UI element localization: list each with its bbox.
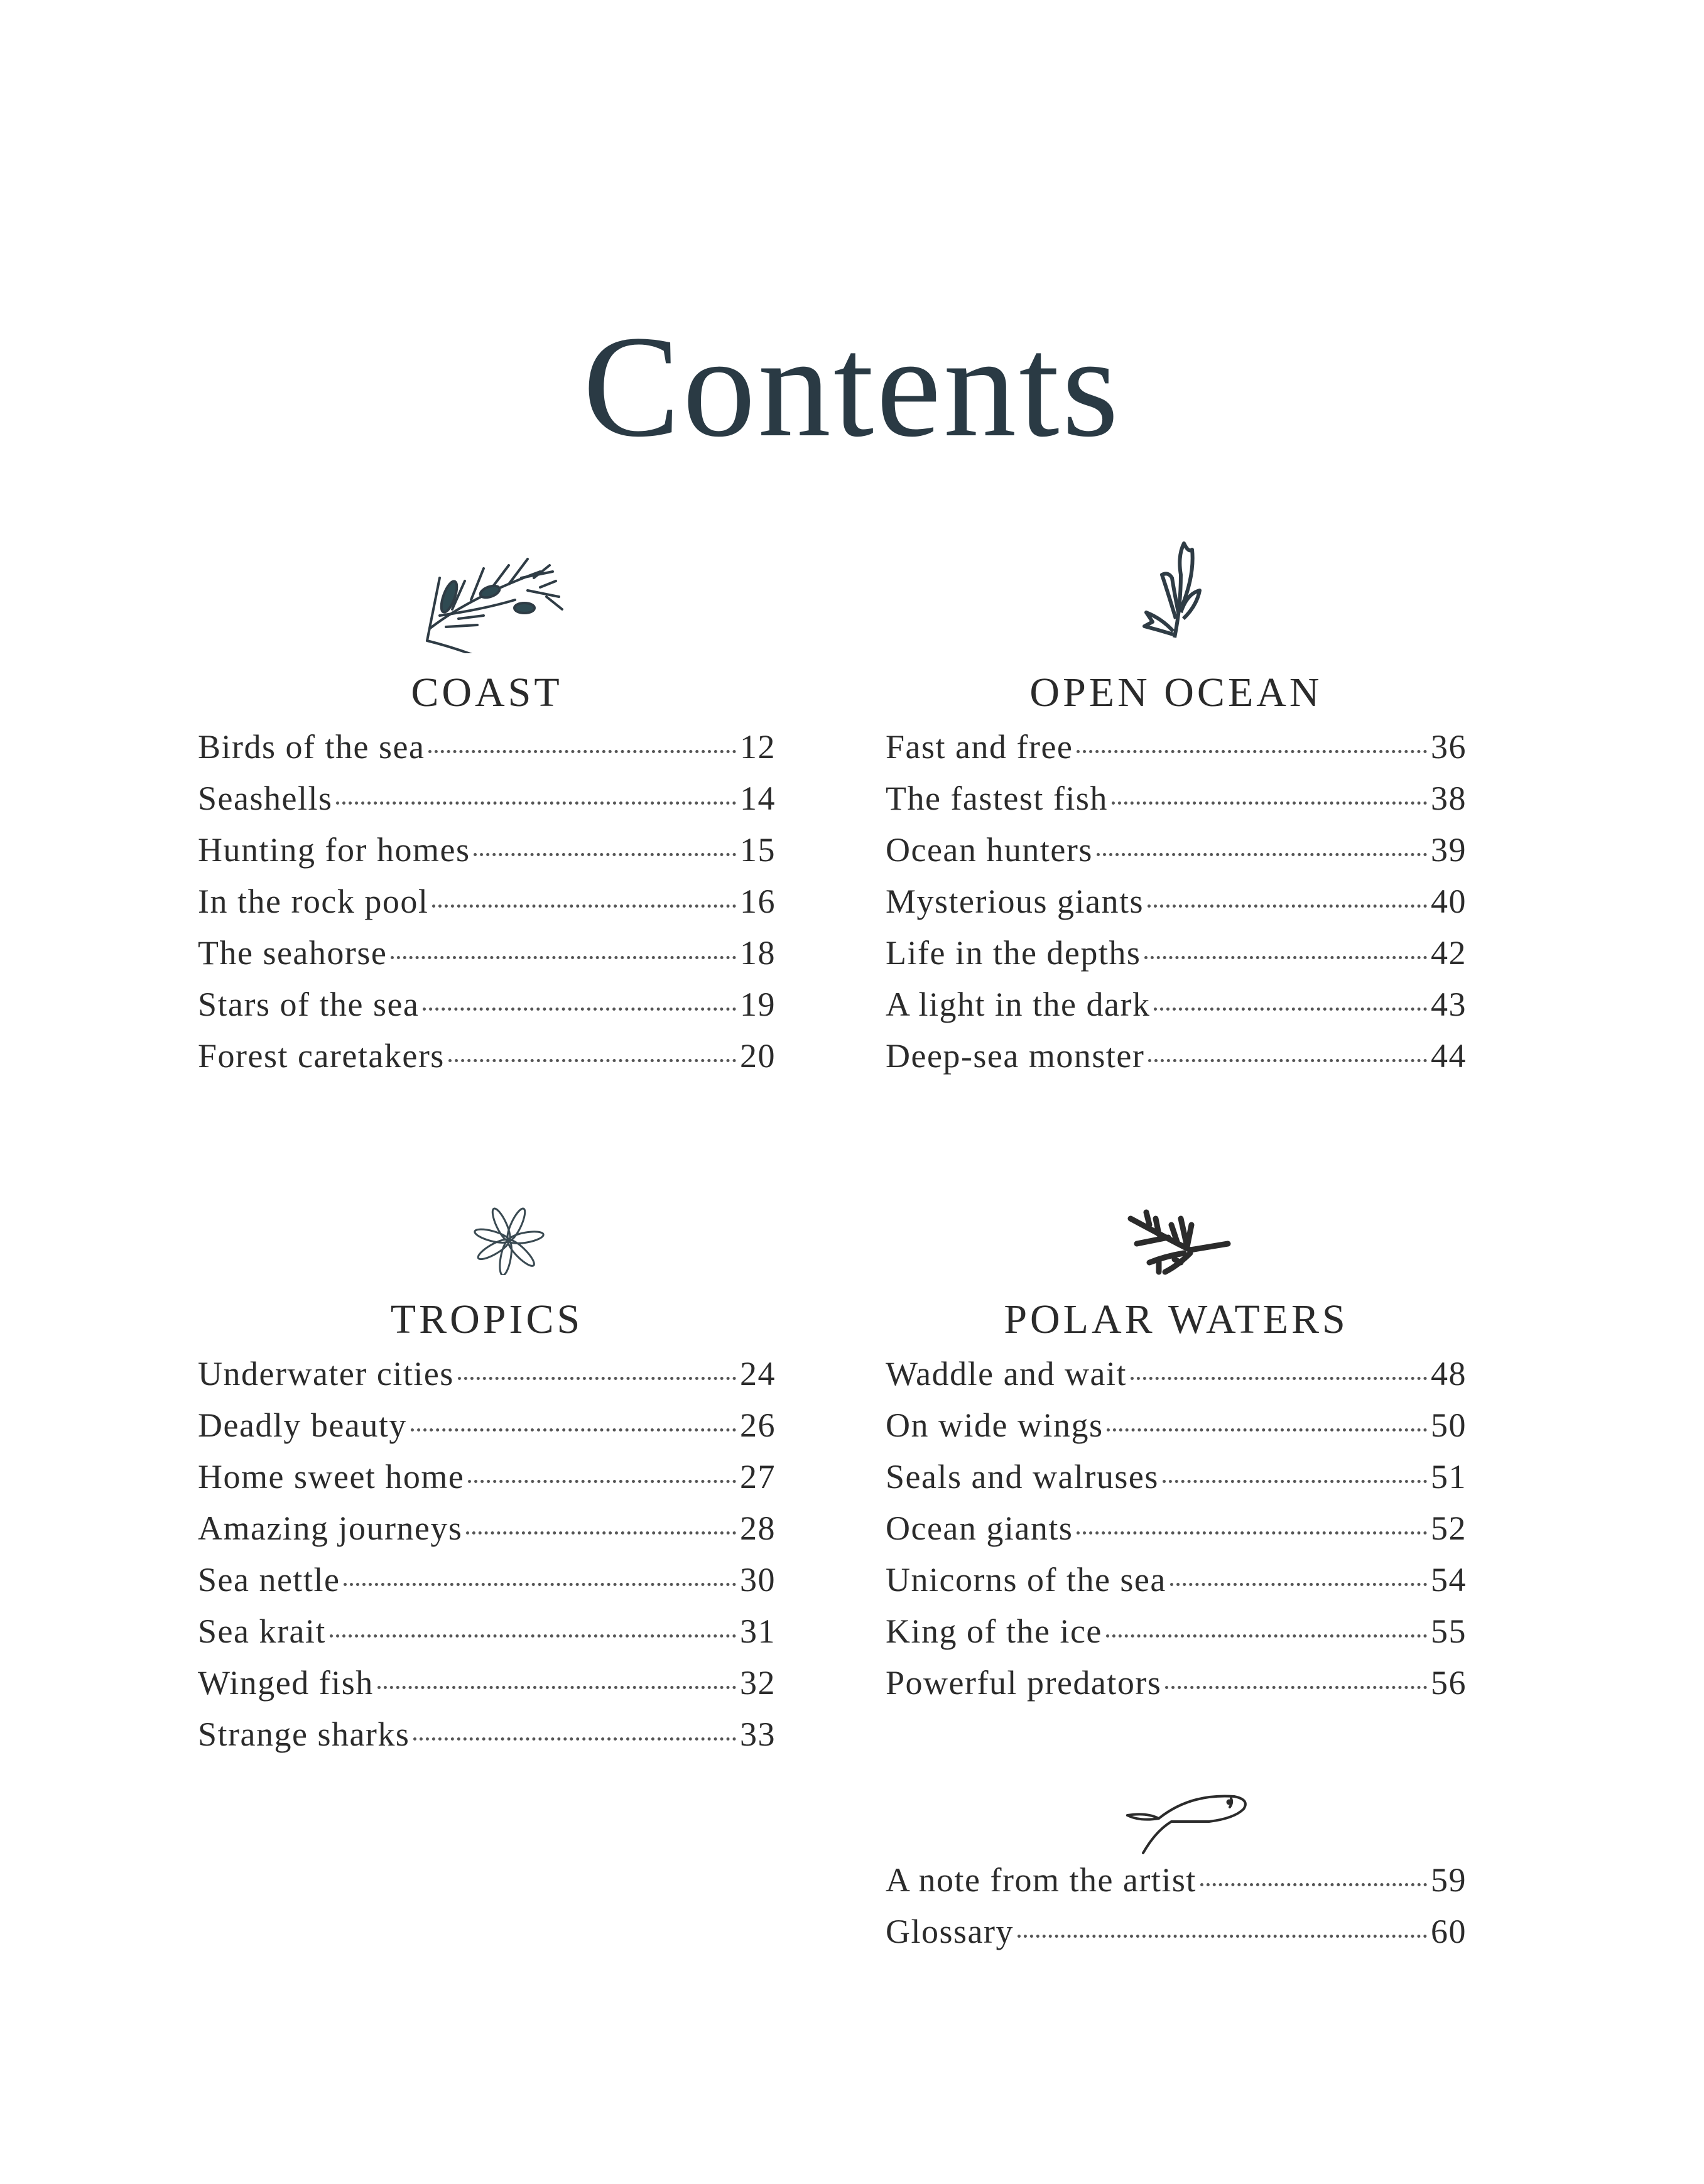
entry-label: Life in the depths (886, 934, 1141, 972)
page-number: 60 (1431, 1913, 1467, 1950)
page-number: 28 (740, 1509, 776, 1547)
toc-entry[interactable] (886, 1861, 1467, 1912)
kelp-sprig-icon (1137, 537, 1218, 644)
dot-leader (448, 1059, 736, 1062)
toc-entry[interactable] (886, 882, 1467, 933)
entry-label: Birds of the sea (198, 728, 425, 766)
dot-leader (391, 956, 736, 959)
entry-label: Powerful predators (886, 1664, 1162, 1702)
page-number: 24 (740, 1355, 776, 1393)
dot-leader (1163, 1480, 1427, 1483)
toc-entry[interactable] (886, 727, 1467, 779)
coral-branch-icon (1121, 1209, 1234, 1275)
dot-leader (1112, 801, 1427, 805)
entry-label: Amazing journeys (198, 1509, 463, 1547)
page-number: 42 (1431, 934, 1467, 972)
dot-leader (1154, 1008, 1427, 1011)
toc-entry[interactable] (886, 985, 1467, 1036)
entry-label: A light in the dark (886, 986, 1151, 1023)
entry-label: Underwater cities (198, 1355, 454, 1393)
page-number: 36 (1431, 728, 1467, 766)
page-number: 51 (1431, 1458, 1467, 1496)
page-number: 55 (1431, 1612, 1467, 1650)
page-number: 14 (740, 780, 776, 817)
page-number: 26 (740, 1406, 776, 1444)
toc-entry[interactable] (886, 1612, 1467, 1663)
entry-label: Seals and walruses (886, 1458, 1159, 1496)
dot-leader (413, 1737, 736, 1741)
dot-leader (1144, 956, 1427, 959)
dot-leader (458, 1377, 736, 1380)
dot-leader (377, 1686, 736, 1689)
dot-leader (1131, 1377, 1427, 1380)
dot-leader (1148, 1059, 1427, 1062)
entry-label: In the rock pool (198, 883, 429, 920)
toc-entry[interactable] (886, 1560, 1467, 1612)
dot-leader (423, 1008, 736, 1011)
dot-leader (1018, 1935, 1427, 1938)
toc-entry[interactable] (198, 933, 776, 985)
page-number: 32 (740, 1664, 776, 1702)
toc-entry[interactable] (198, 1036, 776, 1088)
entry-label: Deadly beauty (198, 1406, 407, 1444)
dot-leader (1106, 1634, 1427, 1638)
entry-label: Ocean giants (886, 1509, 1073, 1547)
entry-label: On wide wings (886, 1406, 1104, 1444)
entry-label: Sea nettle (198, 1561, 340, 1599)
dot-leader (1170, 1583, 1427, 1586)
toc-entry[interactable] (198, 1715, 776, 1766)
entry-label: King of the ice (886, 1612, 1102, 1650)
dot-leader (336, 801, 736, 805)
dot-leader (432, 905, 736, 908)
page-number: 19 (740, 986, 776, 1023)
section-list-extras (886, 1861, 1467, 1964)
entry-label: A note from the artist (886, 1861, 1197, 1899)
entry-label: Forest caretakers (198, 1037, 445, 1075)
section-heading-tropics: TROPICS (390, 1296, 583, 1342)
dot-leader (1200, 1883, 1427, 1886)
entry-label: Home sweet home (198, 1458, 465, 1496)
dot-leader (1165, 1686, 1427, 1689)
toc-entry[interactable] (198, 727, 776, 779)
section-heading-coast: COAST (411, 670, 563, 715)
entry-label: Strange sharks (198, 1715, 410, 1753)
toc-entry[interactable] (886, 1036, 1467, 1088)
dot-leader (344, 1583, 736, 1586)
section-list-coast (198, 727, 776, 1088)
dot-leader (411, 1428, 736, 1432)
toc-entry[interactable] (886, 1457, 1467, 1509)
section-heading-polar-waters: POLAR WATERS (1004, 1296, 1349, 1342)
page-number: 52 (1431, 1509, 1467, 1547)
dot-leader (428, 750, 736, 753)
entry-label: Fast and free (886, 728, 1073, 766)
entry-label: Winged fish (198, 1664, 374, 1702)
page-number: 18 (740, 934, 776, 972)
page-number: 38 (1431, 780, 1467, 817)
dot-leader (474, 853, 736, 856)
page-number: 54 (1431, 1561, 1467, 1599)
toc-entry[interactable] (886, 1354, 1467, 1406)
toc-entry[interactable] (198, 830, 776, 882)
entry-label: Sea krait (198, 1612, 326, 1650)
dot-leader (468, 1480, 736, 1483)
entry-label: Hunting for homes (198, 831, 470, 869)
dot-leader (1097, 853, 1427, 856)
page-number: 44 (1431, 1037, 1467, 1075)
entry-label: Seashells (198, 780, 333, 817)
starfish-flower-icon (471, 1206, 546, 1275)
dot-leader (1077, 1531, 1427, 1535)
toc-entry[interactable] (198, 985, 776, 1036)
page-number: 43 (1431, 986, 1467, 1023)
entry-label: Mysterious giants (886, 883, 1144, 920)
toc-entry[interactable] (198, 1457, 776, 1509)
dot-leader (1148, 905, 1427, 908)
page-number: 39 (1431, 831, 1467, 869)
page-number: 15 (740, 831, 776, 869)
section-list-polar-waters (886, 1354, 1467, 1715)
toc-entry[interactable] (198, 1509, 776, 1560)
page-number: 40 (1431, 883, 1467, 920)
toc-entry[interactable] (198, 1406, 776, 1457)
page-number: 31 (740, 1612, 776, 1650)
section-list-tropics (198, 1354, 776, 1766)
page-number: 33 (740, 1715, 776, 1753)
toc-entry[interactable] (886, 1406, 1467, 1457)
toc-entry[interactable] (886, 933, 1467, 985)
toc-entry[interactable] (198, 779, 776, 830)
toc-entry[interactable] (198, 1354, 776, 1406)
entry-label: Ocean hunters (886, 831, 1093, 869)
entry-label: Stars of the sea (198, 986, 420, 1023)
fish-icon (1121, 1787, 1259, 1856)
page-number: 48 (1431, 1355, 1467, 1393)
toc-entry[interactable] (198, 882, 776, 933)
page-number: 30 (740, 1561, 776, 1599)
seaweed-branch-icon (415, 553, 578, 653)
dot-leader (1077, 750, 1427, 753)
entry-label: The fastest fish (886, 780, 1108, 817)
page-number: 50 (1431, 1406, 1467, 1444)
toc-entry[interactable] (886, 779, 1467, 830)
dot-leader (466, 1531, 736, 1535)
toc-entry[interactable] (198, 1560, 776, 1612)
entry-label: Waddle and wait (886, 1355, 1127, 1393)
dot-leader (1107, 1428, 1427, 1432)
toc-entry[interactable] (198, 1663, 776, 1715)
page-number: 56 (1431, 1664, 1467, 1702)
toc-entry[interactable] (886, 1663, 1467, 1715)
entry-label: The seahorse (198, 934, 388, 972)
entry-label: Glossary (886, 1913, 1014, 1950)
entry-label: Deep-sea monster (886, 1037, 1145, 1075)
page-number: 12 (740, 728, 776, 766)
toc-entry[interactable] (886, 1509, 1467, 1560)
toc-entry[interactable] (198, 1612, 776, 1663)
page-number: 16 (740, 883, 776, 920)
page-number: 59 (1431, 1861, 1467, 1899)
entry-label: Unicorns of the sea (886, 1561, 1166, 1599)
page-number: 27 (740, 1458, 776, 1496)
section-heading-open-ocean: OPEN OCEAN (1029, 670, 1323, 715)
toc-entry[interactable] (886, 830, 1467, 882)
page-title: Contents (583, 306, 1121, 467)
toc-entry[interactable] (886, 1912, 1467, 1964)
dot-leader (330, 1634, 736, 1638)
section-list-open-ocean (886, 727, 1467, 1088)
page-number: 20 (740, 1037, 776, 1075)
